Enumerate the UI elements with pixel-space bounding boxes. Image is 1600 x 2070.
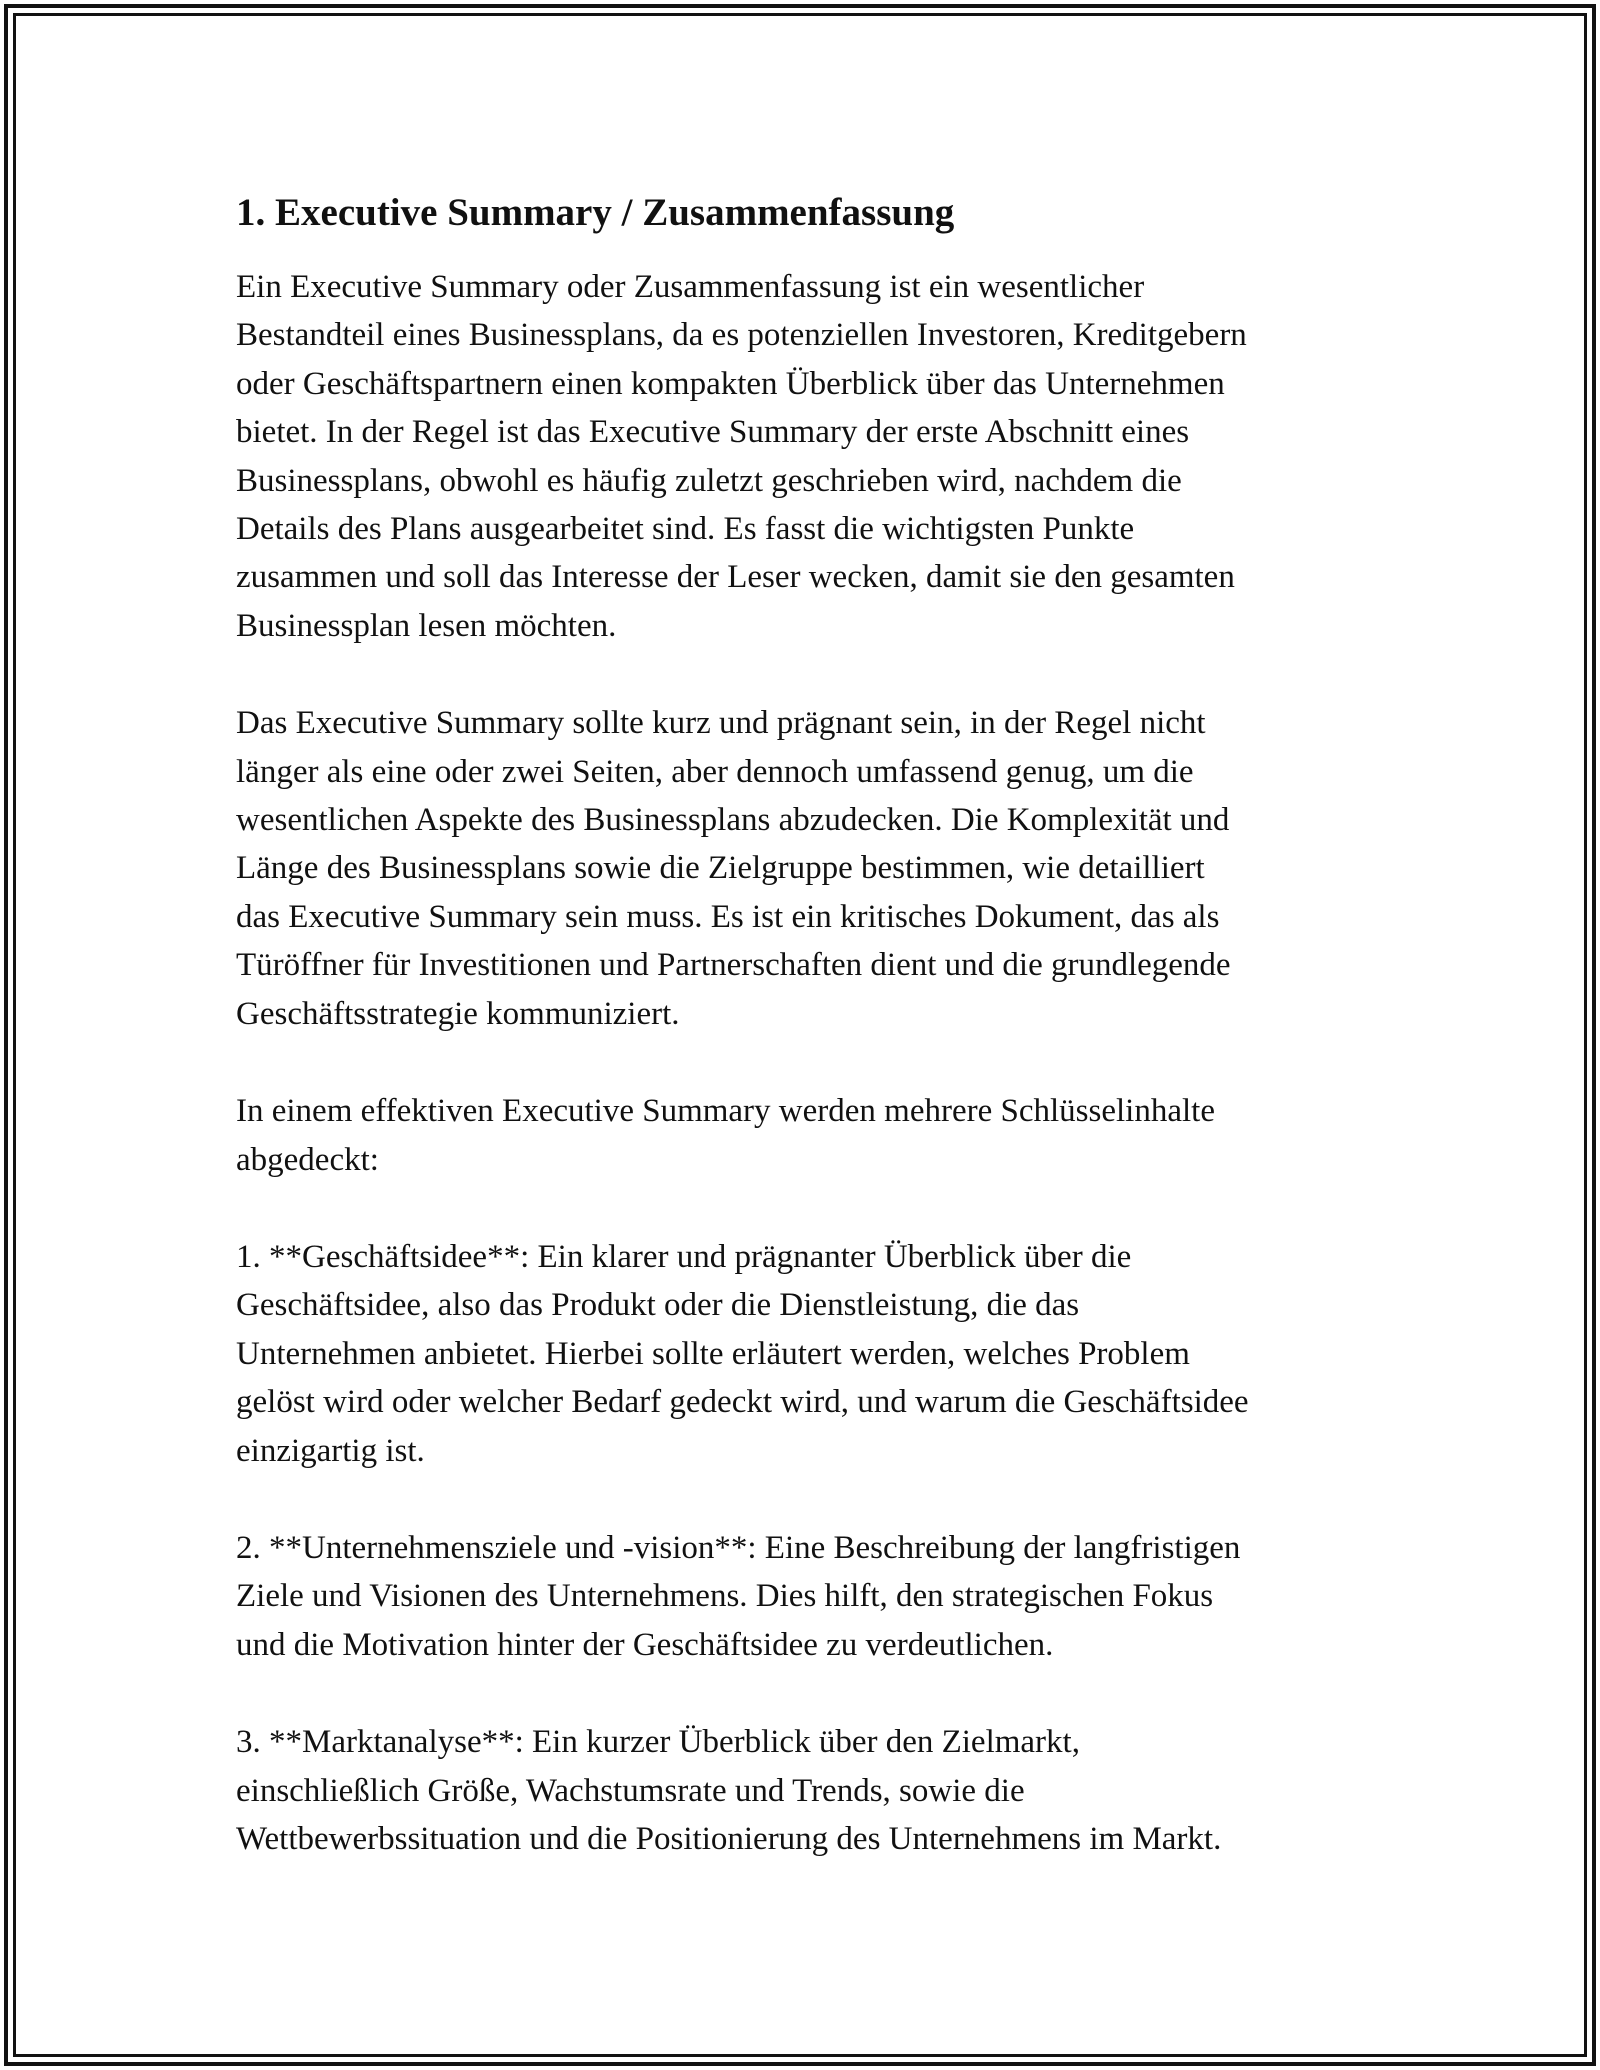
paragraph-key-contents: In einem effektiven Executive Summary werden mehrere Schlüsselinhalte abgedeckt:	[236, 1093, 1215, 1178]
paragraph-intro: Ein Executive Summary oder Zusammenfassung ist ein wesentlicher Bestandteil eines Businessplans, da es potenziellen Investoren, Kreditgebern oder Geschäftspartnern einen kompakten Überblick über das Unternehmen bietet. In der Regel ist das Executive Summary der erste Abschnitt eines Businessplans, obwohl es häufig zuletzt geschrieben wird, nachdem die Details des Plans ausgearbeitet sind. Es fasst die wichtigsten Punkte zusammen und soll das Interesse der Leser wecken, damit sie den gesamten Businessplan lesen möchten.	[236, 269, 1247, 644]
list-item-goals-vision: 2. **Unternehmensziele und -vision**: Eine Beschreibung der langfristigen Ziele und Visionen des Unternehmens. Dies hilft, den strategischen Fokus und die Motivation hinter der Geschäftsidee zu verdeutlichen.	[236, 1529, 1241, 1663]
spacer	[236, 240, 1376, 263]
spacer	[236, 1669, 1376, 1718]
spacer	[236, 1038, 1376, 1087]
spacer	[236, 1184, 1376, 1233]
list-item-business-idea: 1. **Geschäftsidee**: Ein klarer und prägnanter Überblick über die Geschäftsidee, also das Produkt oder die Dienstleistung, die das Unternehmen anbietet. Hierbei sollte erläutert werden, welches Problem gelöst wird oder welcher Bedarf gedeckt wird, und warum die Geschäftsidee einzigartig ist.	[236, 1238, 1249, 1469]
document-body	[236, 186, 1376, 1863]
spacer	[236, 1475, 1376, 1524]
section-heading: 1. Executive Summary / Zusammenfassung	[236, 191, 955, 234]
list-item-market-analysis: 3. **Marktanalyse**: Ein kurzer Überblick über den Zielmarkt, einschließlich Größe, Wachstumsrate und Trends, sowie die Wettbewerbssituation und die Positionierung des Unternehmens im Markt.	[236, 1724, 1222, 1857]
paragraph-length: Das Executive Summary sollte kurz und prägnant sein, in der Regel nicht länger als eine oder zwei Seiten, aber dennoch umfassend genug, um die wesentlichen Aspekte des Businessplans abzudecken. Die Komplexität und Länge des Businessplans sowie die Zielgruppe bestimmen, wie detailliert das Executive Summary sein muss. Es ist ein kritisches Dokument, das als Türöffner für Investitionen und Partnerschaften dient und die grundlegende Geschäftsstrategie kommuniziert.	[236, 705, 1231, 1032]
spacer	[236, 650, 1376, 699]
